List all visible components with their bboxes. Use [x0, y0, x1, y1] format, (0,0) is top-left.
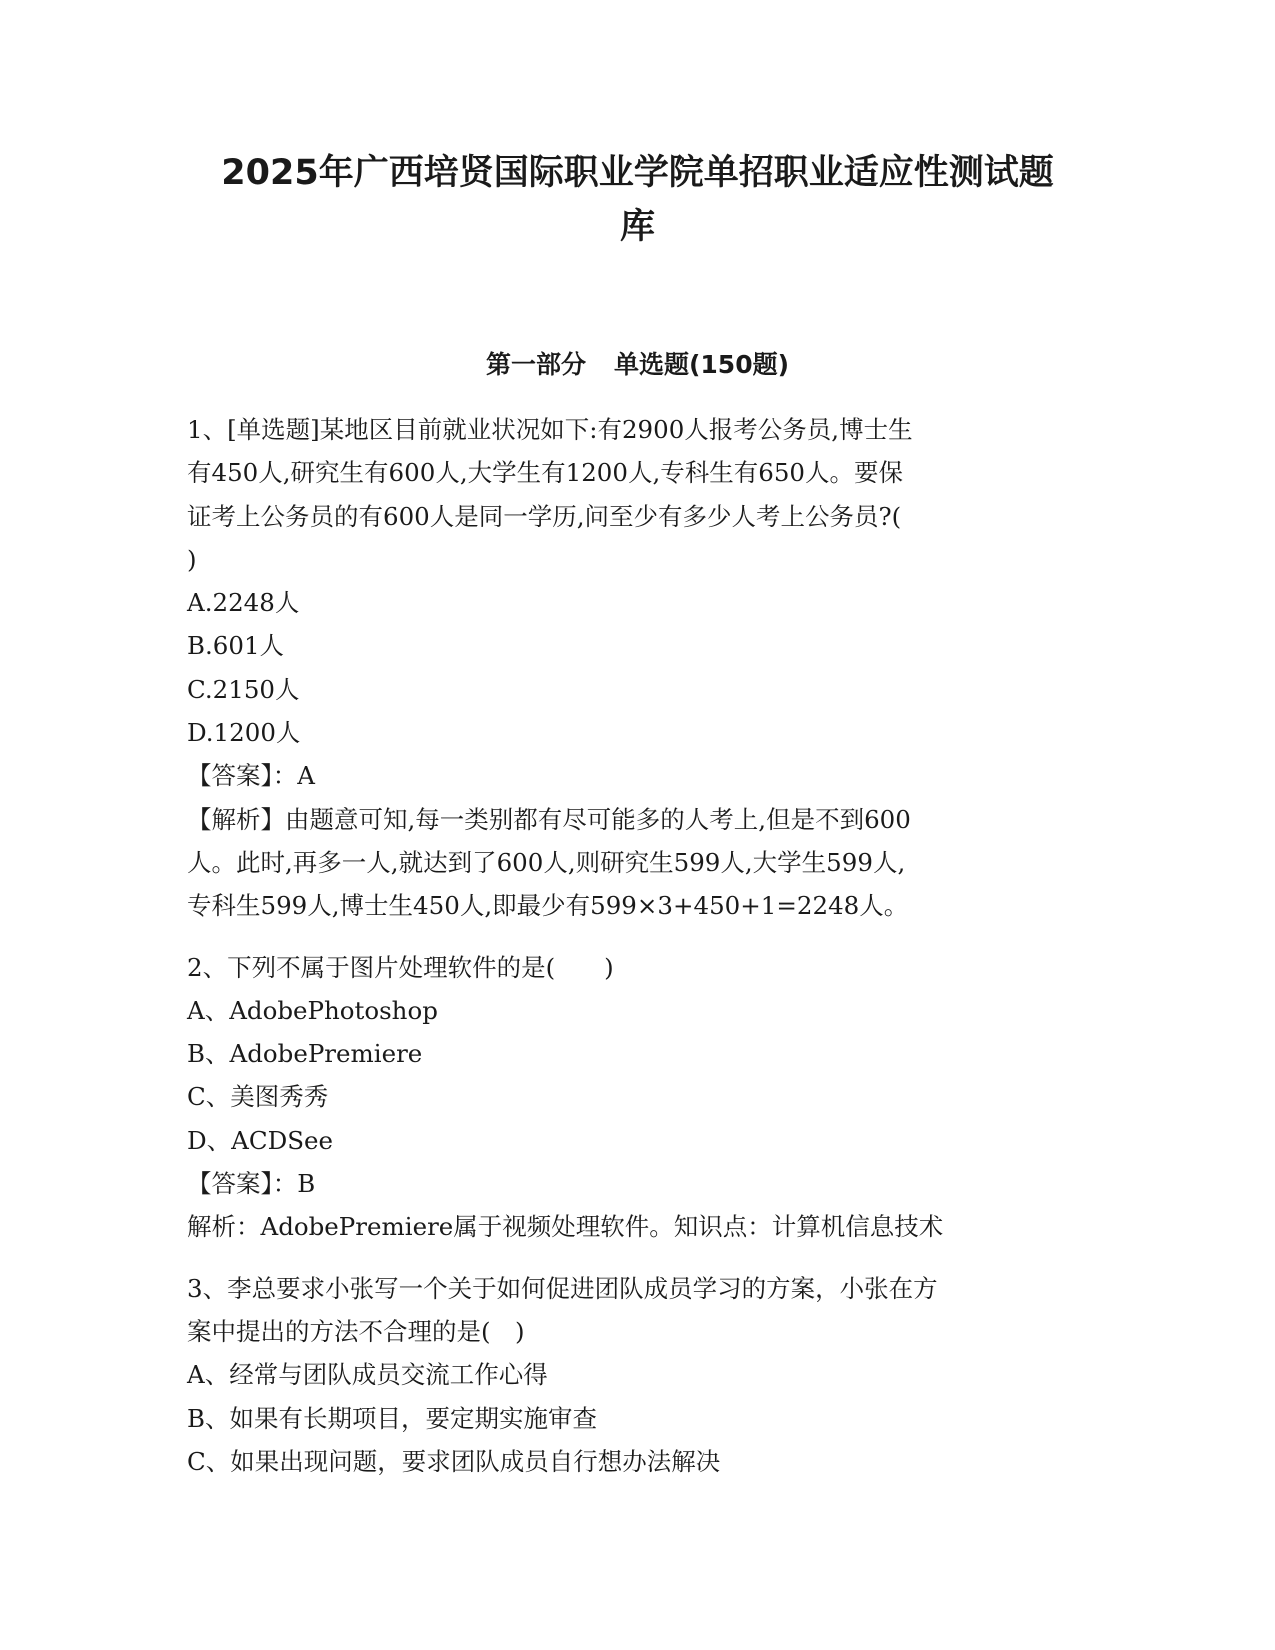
title-line-2: 库	[619, 207, 655, 247]
analysis-line: 专科生599人,博士生450人,即最少有599×3+450+1=2248人。	[187, 891, 909, 921]
option-a: A、AdobePhotoshop	[187, 995, 438, 1025]
section-heading	[160, 347, 1115, 383]
option-d: D.1200人	[187, 718, 301, 748]
option-c: C、美图秀秀	[187, 1082, 329, 1112]
question-stem-line: 证考上公务员的有600人是同一学历,问至少有多少人考上公务员?(	[187, 501, 902, 531]
question-stem-line: 2、下列不属于图片处理软件的是( )	[187, 952, 614, 982]
option-d: D、ACDSee	[187, 1125, 334, 1155]
title-line-1: 2025年广西培贤国际职业学院单招职业适应性测试题	[221, 153, 1054, 193]
question-stem-line: )	[187, 544, 197, 574]
option-c: C.2150人	[187, 674, 300, 704]
question-list	[187, 408, 1087, 1483]
document-title	[160, 146, 1115, 254]
question-1	[187, 408, 1087, 928]
question-3	[187, 1267, 1087, 1483]
analysis-line: 人。此时,再多一人,就达到了600人,则研究生599人,大学生599人,	[187, 847, 906, 877]
option-c: C、如果出现问题，要求团队成员自行想办法解决	[187, 1446, 721, 1476]
section-name: 单选题(150题)	[613, 350, 790, 379]
question-stem-line: 3、李总要求小张写一个关于如何促进团队成员学习的方案，小张在方	[187, 1273, 938, 1303]
question-2	[187, 946, 1087, 1249]
analysis-line: 解析：AdobePremiere属于视频处理软件。知识点：计算机信息技术	[187, 1212, 944, 1242]
answer-line: 【答案】：A	[187, 761, 315, 791]
option-a: A、经常与团队成员交流工作心得	[187, 1360, 548, 1390]
analysis-line: 【解析】由题意可知,每一类别都有尽可能多的人考上,但是不到600	[187, 804, 911, 834]
option-b: B、AdobePremiere	[187, 1039, 423, 1069]
option-a: A.2248人	[187, 588, 300, 618]
option-b: B.601人	[187, 631, 285, 661]
question-stem-line: 案中提出的方法不合理的是( )	[187, 1316, 525, 1346]
question-stem-line: 1、[单选题]某地区目前就业状况如下:有2900人报考公务员,博士生	[187, 415, 913, 444]
section-label: 第一部分	[485, 350, 586, 379]
question-stem-line: 有450人,研究生有600人,大学生有1200人,专科生有650人。要保	[187, 458, 904, 488]
option-b: B、如果有长期项目，要定期实施审查	[187, 1403, 598, 1433]
answer-line: 【答案】：B	[187, 1169, 316, 1199]
